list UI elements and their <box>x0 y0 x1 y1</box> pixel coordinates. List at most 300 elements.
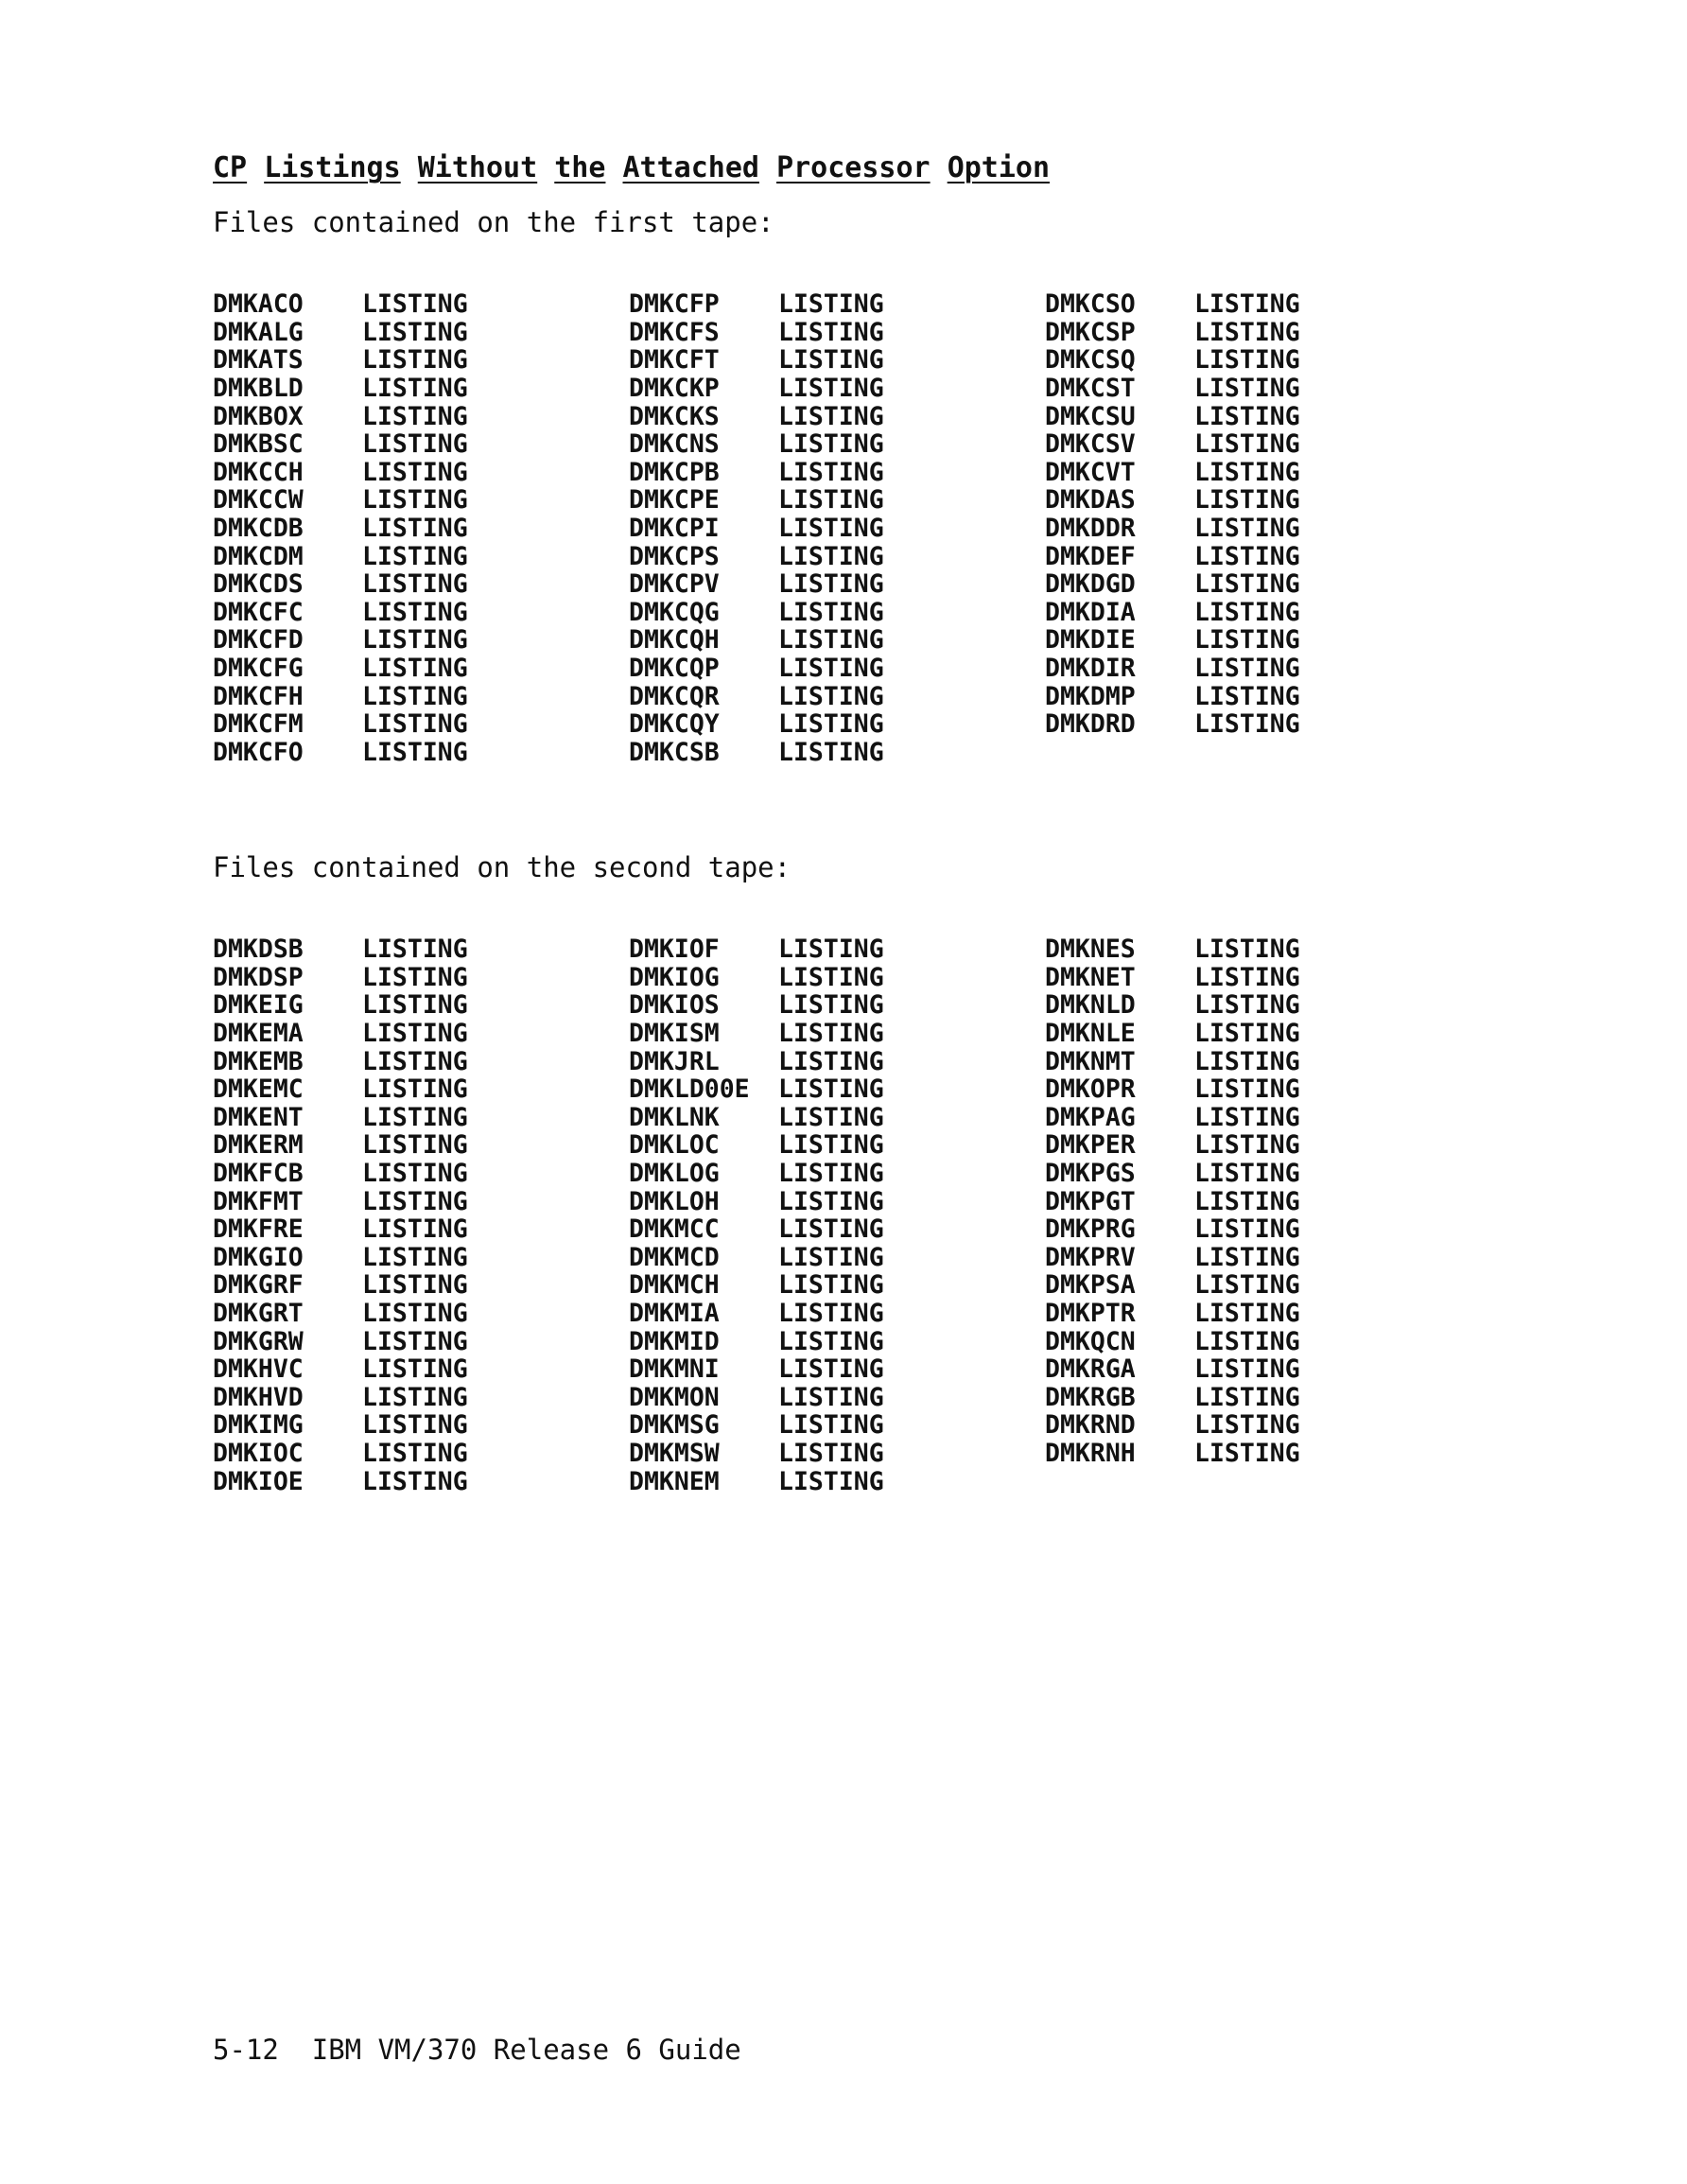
file-name: DMKNES <box>1045 935 1136 965</box>
file-type: LISTING <box>778 1075 884 1105</box>
first-tape-label: Files contained on the first tape: <box>213 206 774 238</box>
file-entry <box>1045 599 1423 627</box>
file-name: DMKBOX <box>213 401 304 431</box>
file-entry <box>629 710 1045 739</box>
file-entry <box>1045 655 1423 683</box>
file-entry <box>213 1271 629 1300</box>
file-entry <box>213 1244 629 1272</box>
file-entry <box>213 515 629 543</box>
file-type: LISTING <box>778 935 884 965</box>
file-type: LISTING <box>1194 1242 1300 1272</box>
file-entry <box>1045 319 1423 347</box>
file-entry <box>213 1047 629 1075</box>
file-name: DMKFMT <box>213 1186 304 1216</box>
file-name: DMKCNS <box>629 429 720 460</box>
file-name: DMKCFC <box>213 597 304 627</box>
file-type: LISTING <box>1194 709 1300 740</box>
file-name: DMKMIA <box>629 1299 720 1329</box>
file-entry <box>1045 542 1423 570</box>
file-type: LISTING <box>362 1242 468 1272</box>
file-entry <box>629 1075 1045 1104</box>
file-type: LISTING <box>778 1242 884 1272</box>
file-type: LISTING <box>362 935 468 965</box>
file-entry <box>1045 402 1423 430</box>
file-name: DMKCFP <box>629 289 720 320</box>
file-entry <box>1045 515 1423 543</box>
file-entry <box>629 319 1045 347</box>
file-entry <box>1045 710 1423 739</box>
file-entry <box>1045 290 1423 319</box>
file-type: LISTING <box>778 317 884 347</box>
file-name: DMKCPV <box>629 569 720 600</box>
file-name: DMKCFM <box>213 709 304 740</box>
file-type: LISTING <box>362 1299 468 1329</box>
file-name: DMKLOH <box>629 1186 720 1216</box>
file-name: DMKALG <box>213 317 304 347</box>
file-entry <box>1045 1411 1423 1440</box>
file-entry <box>629 1440 1045 1468</box>
file-name: DMKRND <box>1045 1410 1136 1441</box>
file-type: LISTING <box>778 1270 884 1301</box>
file-entry <box>213 1020 629 1048</box>
file-name: DMKATS <box>213 345 304 376</box>
file-name: DMKCQP <box>629 654 720 684</box>
file-entry <box>629 1215 1045 1244</box>
file-name: DMKPTR <box>1045 1299 1136 1329</box>
file-entry <box>629 570 1045 599</box>
heading-word: Attached <box>622 151 759 184</box>
file-type: LISTING <box>1194 1299 1300 1329</box>
file-type: LISTING <box>362 681 468 711</box>
file-type: LISTING <box>1194 1046 1300 1076</box>
file-name: DMKEMB <box>213 1046 304 1076</box>
file-type: LISTING <box>1194 457 1300 487</box>
file-name: DMKNEM <box>629 1466 720 1496</box>
heading-word: Listings <box>264 151 401 184</box>
file-type: LISTING <box>362 1270 468 1301</box>
file-entry <box>213 402 629 430</box>
file-type: LISTING <box>362 1382 468 1412</box>
file-type: LISTING <box>778 1102 884 1132</box>
section-heading <box>213 151 1050 184</box>
file-entry <box>213 319 629 347</box>
file-entry <box>213 1440 629 1468</box>
file-type: LISTING <box>778 1466 884 1496</box>
file-type: LISTING <box>1194 1382 1300 1412</box>
file-type: LISTING <box>778 1382 884 1412</box>
file-name: DMKDDR <box>1045 514 1136 544</box>
file-name: DMKPGT <box>1045 1186 1136 1216</box>
file-name: DMKIOG <box>629 962 720 992</box>
file-name: DMKCFT <box>629 345 720 376</box>
file-type: LISTING <box>1194 597 1300 627</box>
file-name: DMKCPS <box>629 541 720 571</box>
file-name: DMKIMG <box>213 1410 304 1441</box>
file-name: DMKCST <box>1045 374 1136 404</box>
file-entry <box>213 459 629 487</box>
file-type: LISTING <box>1194 289 1300 320</box>
file-entry <box>629 935 1045 964</box>
file-name: DMKCFD <box>213 625 304 655</box>
file-name: DMKEMC <box>213 1075 304 1105</box>
file-name: DMKDSB <box>213 935 304 965</box>
file-type: LISTING <box>778 1046 884 1076</box>
file-type: LISTING <box>1194 345 1300 376</box>
file-name: DMKCPI <box>629 514 720 544</box>
file-entry <box>213 626 629 655</box>
file-type: LISTING <box>778 541 884 571</box>
file-type: LISTING <box>362 1046 468 1076</box>
file-entry <box>629 682 1045 710</box>
file-type: LISTING <box>778 625 884 655</box>
file-type: LISTING <box>1194 935 1300 965</box>
file-name: DMKDGD <box>1045 569 1136 600</box>
file-entry <box>1045 1327 1423 1355</box>
file-name: DMKCCW <box>213 485 304 515</box>
file-entry <box>629 991 1045 1020</box>
file-name: DMKIOE <box>213 1466 304 1496</box>
page-footer: 5-12 IBM VM/370 Release 6 Guide <box>213 2034 741 2066</box>
file-type: LISTING <box>362 317 468 347</box>
file-entry <box>629 486 1045 515</box>
file-type: LISTING <box>778 401 884 431</box>
file-entry <box>213 1467 629 1495</box>
file-name: DMKMSW <box>629 1438 720 1468</box>
file-type: LISTING <box>362 345 468 376</box>
file-name: DMKGIO <box>213 1242 304 1272</box>
file-type: LISTING <box>362 654 468 684</box>
file-entry <box>1045 486 1423 515</box>
file-type: LISTING <box>362 1466 468 1496</box>
file-name: DMKPRV <box>1045 1242 1136 1272</box>
file-name: DMKGRW <box>213 1326 304 1356</box>
file-name: DMKCDB <box>213 514 304 544</box>
file-type: LISTING <box>778 485 884 515</box>
file-entry <box>213 1075 629 1104</box>
file-type: LISTING <box>1194 429 1300 460</box>
file-entry <box>629 1300 1045 1328</box>
file-entry <box>629 1047 1045 1075</box>
file-name: DMKCQH <box>629 625 720 655</box>
file-name: DMKDAS <box>1045 485 1136 515</box>
file-entry <box>213 655 629 683</box>
file-type: LISTING <box>778 1019 884 1049</box>
file-entry <box>213 599 629 627</box>
file-type: LISTING <box>362 737 468 767</box>
file-type: LISTING <box>778 345 884 376</box>
file-name: DMKFCB <box>213 1159 304 1189</box>
file-name: DMKCFG <box>213 654 304 684</box>
file-type: LISTING <box>362 1102 468 1132</box>
file-name: DMKDEF <box>1045 541 1136 571</box>
file-type: LISTING <box>778 1299 884 1329</box>
file-name: DMKCSV <box>1045 429 1136 460</box>
file-entry <box>629 542 1045 570</box>
file-name: DMKRNH <box>1045 1438 1136 1468</box>
file-type: LISTING <box>778 1354 884 1385</box>
file-entry <box>213 991 629 1020</box>
file-type: LISTING <box>1194 1159 1300 1189</box>
file-name: DMKMID <box>629 1326 720 1356</box>
file-name: DMKCCH <box>213 457 304 487</box>
file-entry <box>213 1384 629 1412</box>
file-entry <box>213 486 629 515</box>
file-name: DMKENT <box>213 1102 304 1132</box>
file-name: DMKBLD <box>213 374 304 404</box>
file-name: DMKMCD <box>629 1242 720 1272</box>
heading-word: Processor <box>776 151 930 184</box>
file-type: LISTING <box>362 1410 468 1441</box>
file-type: LISTING <box>1194 1410 1300 1441</box>
file-name: DMKCKS <box>629 401 720 431</box>
file-entry <box>629 1160 1045 1188</box>
file-name: DMKLOG <box>629 1159 720 1189</box>
file-type: LISTING <box>362 625 468 655</box>
file-type: LISTING <box>1194 1075 1300 1105</box>
file-entry <box>629 459 1045 487</box>
file-name: DMKCSU <box>1045 401 1136 431</box>
file-type: LISTING <box>1194 374 1300 404</box>
file-type: LISTING <box>1194 1214 1300 1245</box>
file-name: DMKCDM <box>213 541 304 571</box>
file-entry <box>1045 1160 1423 1188</box>
file-type: LISTING <box>1194 317 1300 347</box>
file-entry <box>1045 375 1423 403</box>
file-entry <box>213 1160 629 1188</box>
heading-word: Without <box>417 151 538 184</box>
file-type: LISTING <box>778 1159 884 1189</box>
file-entry <box>213 1187 629 1215</box>
file-name: DMKCPB <box>629 457 720 487</box>
file-entry <box>213 1131 629 1160</box>
file-name: DMKIOC <box>213 1438 304 1468</box>
file-type: LISTING <box>362 289 468 320</box>
heading-word: CP <box>213 151 248 184</box>
file-type: LISTING <box>778 457 884 487</box>
file-name: DMKGRF <box>213 1270 304 1301</box>
file-entry <box>213 739 629 767</box>
file-name: DMKFRE <box>213 1214 304 1245</box>
file-type: LISTING <box>362 962 468 992</box>
file-entry <box>1045 1020 1423 1048</box>
file-entry <box>629 1411 1045 1440</box>
file-type: LISTING <box>362 709 468 740</box>
file-name: DMKCFO <box>213 737 304 767</box>
file-type: LISTING <box>362 401 468 431</box>
file-type: LISTING <box>778 1214 884 1245</box>
file-entry <box>629 1384 1045 1412</box>
file-name: DMKCSQ <box>1045 345 1136 376</box>
file-entry <box>629 1355 1045 1384</box>
file-type: LISTING <box>1194 1102 1300 1132</box>
file-entry <box>213 1104 629 1132</box>
file-type: LISTING <box>1194 962 1300 992</box>
file-name: DMKGRT <box>213 1299 304 1329</box>
file-type: LISTING <box>1194 1270 1300 1301</box>
file-name: DMKMNI <box>629 1354 720 1385</box>
file-entry <box>629 1244 1045 1272</box>
file-name: DMKMSG <box>629 1410 720 1441</box>
file-name: DMKCPE <box>629 485 720 515</box>
file-entry <box>1045 1300 1423 1328</box>
file-name: DMKPSA <box>1045 1270 1136 1301</box>
file-entry <box>213 964 629 992</box>
file-type: LISTING <box>362 1019 468 1049</box>
file-type: LISTING <box>362 1159 468 1189</box>
file-type: LISTING <box>778 374 884 404</box>
second-tape-file-list <box>213 935 1423 1495</box>
file-entry <box>629 655 1045 683</box>
file-name: DMKCQY <box>629 709 720 740</box>
file-name: DMKPGS <box>1045 1159 1136 1189</box>
file-type: LISTING <box>362 514 468 544</box>
file-entry <box>1045 935 1423 964</box>
file-name: DMKDIA <box>1045 597 1136 627</box>
file-entry <box>213 570 629 599</box>
file-entry <box>1045 430 1423 459</box>
file-type: LISTING <box>1194 654 1300 684</box>
file-type: LISTING <box>778 654 884 684</box>
file-type: LISTING <box>1194 569 1300 600</box>
file-name: DMKNMT <box>1045 1046 1136 1076</box>
file-entry <box>629 1187 1045 1215</box>
file-entry <box>629 290 1045 319</box>
file-name: DMKLNK <box>629 1102 720 1132</box>
file-entry <box>629 1104 1045 1132</box>
file-entry <box>213 542 629 570</box>
file-name: DMKCSO <box>1045 289 1136 320</box>
file-type: LISTING <box>1194 485 1300 515</box>
file-type: LISTING <box>362 1438 468 1468</box>
file-type: LISTING <box>778 429 884 460</box>
file-type: LISTING <box>1194 1326 1300 1356</box>
file-type: LISTING <box>1194 990 1300 1021</box>
file-type: LISTING <box>1194 1019 1300 1049</box>
file-entry <box>1045 459 1423 487</box>
file-entry <box>1045 570 1423 599</box>
file-name: DMKDSP <box>213 962 304 992</box>
file-type: LISTING <box>362 374 468 404</box>
file-name: DMKPER <box>1045 1130 1136 1161</box>
file-type: LISTING <box>778 1326 884 1356</box>
file-name: DMKCFH <box>213 681 304 711</box>
file-entry <box>1045 1104 1423 1132</box>
file-entry <box>1045 1244 1423 1272</box>
file-name: DMKHVC <box>213 1354 304 1385</box>
file-entry <box>213 346 629 375</box>
file-name: DMKIOS <box>629 990 720 1021</box>
file-name: DMKNLD <box>1045 990 1136 1021</box>
file-name: DMKRGA <box>1045 1354 1136 1385</box>
file-entry <box>1045 1187 1423 1215</box>
file-name: DMKCVT <box>1045 457 1136 487</box>
file-entry <box>629 346 1045 375</box>
file-type: LISTING <box>362 569 468 600</box>
file-name: DMKMON <box>629 1382 720 1412</box>
file-type: LISTING <box>1194 514 1300 544</box>
file-entry <box>629 402 1045 430</box>
file-name: DMKIOF <box>629 935 720 965</box>
file-entry <box>213 710 629 739</box>
file-entry <box>629 375 1045 403</box>
file-name: DMKEMA <box>213 1019 304 1049</box>
file-name: DMKCKP <box>629 374 720 404</box>
second-tape-label: Files contained on the second tape: <box>213 851 791 883</box>
file-entry <box>213 290 629 319</box>
file-name: DMKDMP <box>1045 681 1136 711</box>
file-type: LISTING <box>778 681 884 711</box>
file-entry <box>213 682 629 710</box>
file-name: DMKPAG <box>1045 1102 1136 1132</box>
file-type: LISTING <box>778 1438 884 1468</box>
file-name: DMKCSB <box>629 737 720 767</box>
file-entry <box>629 599 1045 627</box>
file-type: LISTING <box>362 457 468 487</box>
file-name: DMKNLE <box>1045 1019 1136 1049</box>
file-entry <box>1045 1215 1423 1244</box>
file-entry <box>1045 1271 1423 1300</box>
file-entry <box>629 626 1045 655</box>
file-type: LISTING <box>778 597 884 627</box>
heading-word: Option <box>947 151 1051 184</box>
file-entry <box>213 935 629 964</box>
file-name: DMKOPR <box>1045 1075 1136 1105</box>
file-type: LISTING <box>362 1186 468 1216</box>
file-type: LISTING <box>778 737 884 767</box>
file-entry <box>1045 682 1423 710</box>
file-type: LISTING <box>778 514 884 544</box>
file-entry <box>1045 1047 1423 1075</box>
file-type: LISTING <box>778 990 884 1021</box>
file-type: LISTING <box>362 1130 468 1161</box>
file-name: DMKJRL <box>629 1046 720 1076</box>
file-name: DMKHVD <box>213 1382 304 1412</box>
file-name: DMKDIR <box>1045 654 1136 684</box>
file-name: DMKBSC <box>213 429 304 460</box>
file-type: LISTING <box>778 962 884 992</box>
file-name: DMKEIG <box>213 990 304 1021</box>
file-type: LISTING <box>1194 1130 1300 1161</box>
file-entry <box>629 739 1045 767</box>
file-name: DMKCQG <box>629 597 720 627</box>
file-type: LISTING <box>1194 1186 1300 1216</box>
file-type: LISTING <box>1194 1354 1300 1385</box>
file-type: LISTING <box>778 709 884 740</box>
file-entry <box>629 1131 1045 1160</box>
file-name: DMKDRD <box>1045 709 1136 740</box>
file-name: DMKDIE <box>1045 625 1136 655</box>
file-type: LISTING <box>778 1130 884 1161</box>
file-name: DMKLD00E <box>629 1075 750 1105</box>
file-entry <box>213 430 629 459</box>
file-name: DMKNET <box>1045 962 1136 992</box>
file-type: LISTING <box>362 1075 468 1105</box>
file-name: DMKMCH <box>629 1270 720 1301</box>
file-entry <box>1045 1384 1423 1412</box>
file-entry <box>629 964 1045 992</box>
file-type: LISTING <box>362 429 468 460</box>
file-type: LISTING <box>778 1410 884 1441</box>
file-type: LISTING <box>778 569 884 600</box>
file-type: LISTING <box>1194 1438 1300 1468</box>
file-name: DMKISM <box>629 1019 720 1049</box>
file-entry <box>213 1355 629 1384</box>
file-entry <box>629 430 1045 459</box>
file-type: LISTING <box>362 1354 468 1385</box>
file-type: LISTING <box>362 597 468 627</box>
file-entry <box>629 1020 1045 1048</box>
file-name: DMKMCC <box>629 1214 720 1245</box>
